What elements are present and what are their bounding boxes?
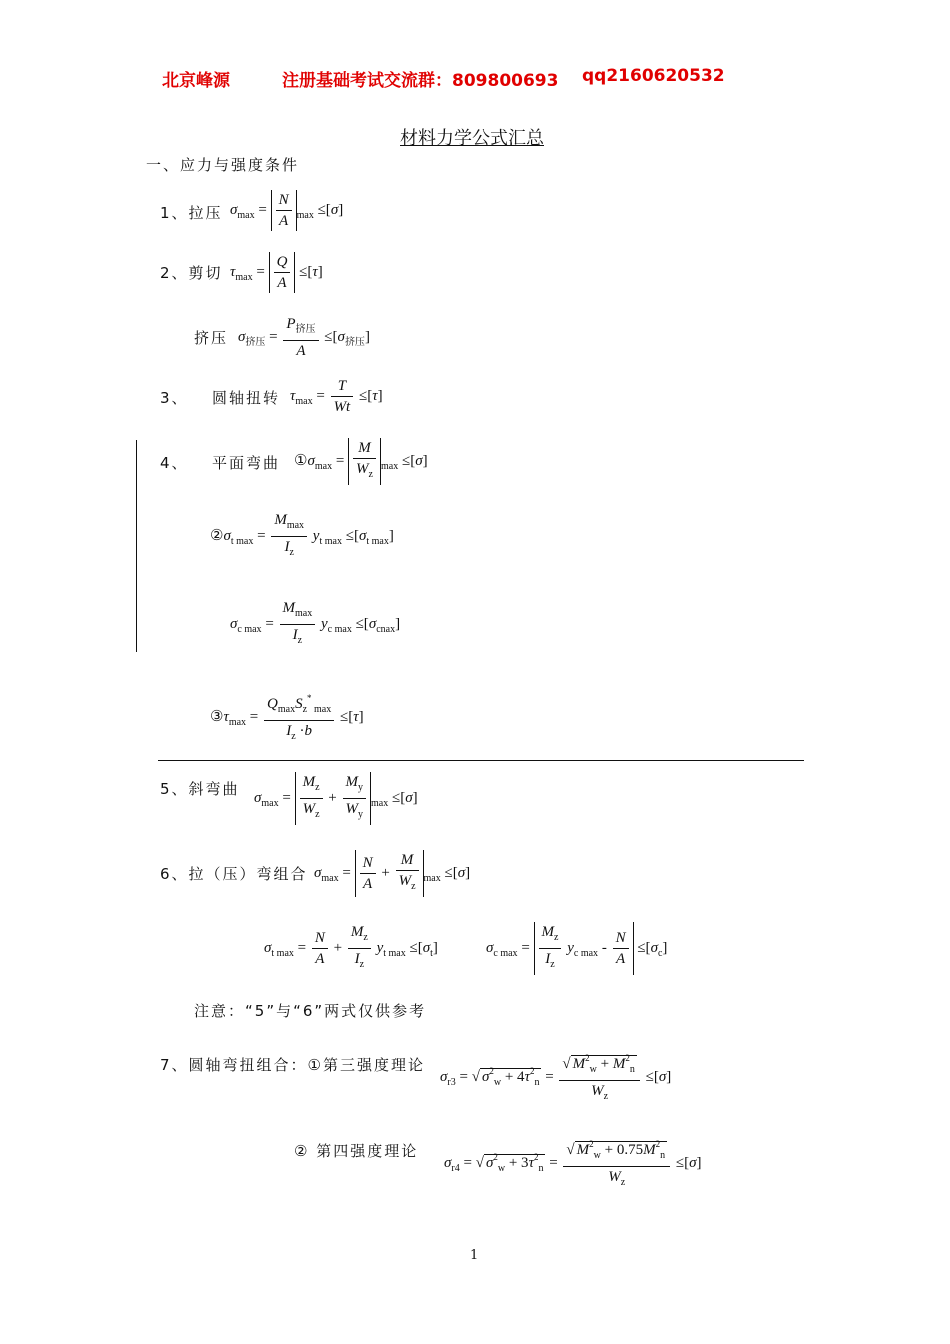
item-name-torsion: 圆轴扭转 <box>212 389 281 407</box>
formula-tension: $\sigma_{max}$ = $\frac{N}{A}$ $_{max}$ ≤[σ] <box>230 192 344 229</box>
formula-oblique-bending: $\sigma_{max}$ = $\frac{M_z}{W_z}$ + $\frac{M_y}{W_y}$ $_{max}$ ≤[σ] <box>254 772 418 825</box>
margin-bar <box>136 440 137 652</box>
formula-combined-compression: $\sigma_{c max}$ = $\frac{M_z}{I_z}$ $y_{c max}$ - $\frac{N}{A}$ $\le[\sigma_c]$ <box>486 922 667 975</box>
note-text: 注意：“5”与“6”两式仅供参考 <box>194 1002 427 1020</box>
item-label-3: 3、 <box>160 389 189 407</box>
item-label-bearing: 挤压 <box>194 329 229 347</box>
item-label-1: 1、拉压 <box>160 204 223 222</box>
formula-bending-3: $\sigma_{c max}$ = $\frac{M_{max}}{I_z}$ $y_{c max} \le[\sigma_{cnax}]$ <box>230 598 400 651</box>
item-label-5: 5、斜弯曲 <box>160 780 240 798</box>
divider-line <box>158 760 804 761</box>
page-title: 材料力学公式汇总 <box>400 128 544 149</box>
item-label-2: 2、剪切 <box>160 264 223 282</box>
header-group: 注册基础考试交流群：809800693 <box>282 71 559 91</box>
item-label-7: 7、圆轴弯扭组合：①第三强度理论 <box>160 1056 425 1074</box>
item-name-bending: 平面弯曲 <box>212 454 281 472</box>
formula-fourth-strength: $\sigma_{r4}$ = √ $\sigma^2_w + 3\tau^2_n$ = $\frac{√ M^2_w + 0.75M^2_n}{W_z}$ ≤[σ] <box>444 1134 701 1193</box>
item-label-4: 4、 <box>160 454 189 472</box>
header-qq: qq2160620532 <box>582 66 725 86</box>
page-number: 1 <box>470 1248 479 1263</box>
item-label-6: 6、拉（压）弯组合 <box>160 865 308 883</box>
formula-combined-tension: $\sigma_{t max}$ = $\frac{N}{A}$ + $\frac{M_z}{I_z}$ $y_{t max} \le[\sigma_t]$ <box>264 922 438 975</box>
section-heading: 一、应力与强度条件 <box>146 156 300 174</box>
formula-bending-2: $②\sigma_{t max}$ = $\frac{M_{max}}{I_z}$ $y_{t max} \le[\sigma_{t max}]$ <box>210 510 394 563</box>
formula-torsion: $\tau_{max}$ = $\frac{T}{Wt}$ ≤[τ] <box>290 378 383 415</box>
item-label-7b: ② 第四强度理论 <box>294 1142 419 1160</box>
header-org: 北京峰源 <box>162 71 230 91</box>
formula-combined: $\sigma_{max}$ = $\frac{N}{A}$ + $\frac{M}{W_z}$ $_{max}$ ≤[σ] <box>314 850 470 897</box>
formula-bending-1: $①\sigma_{max}$ = $\frac{M}{W_z}$ $_{max}$ ≤[σ] <box>294 438 428 485</box>
formula-third-strength: $\sigma_{r3}$ = √ $\sigma^2_w + 4\tau^2_n$ = $\frac{√ M^2_w + M^2_n}{W_z}$ ≤[σ] <box>440 1048 671 1107</box>
formula-bending-shear: $③\tau_{max}$ = $\frac{Q_{max}S_z^* _{max}}{I_z \cdot b}$ ≤[τ] <box>210 688 364 747</box>
formula-bearing: $\sigma_{挤压}$ = $\frac{P_{挤压}}{A}$ $\le[\sigma_{挤压}]$ <box>238 316 370 359</box>
formula-shear: $\tau_{max}$ = $\frac{Q}{A}$ ≤[τ] <box>230 254 323 291</box>
